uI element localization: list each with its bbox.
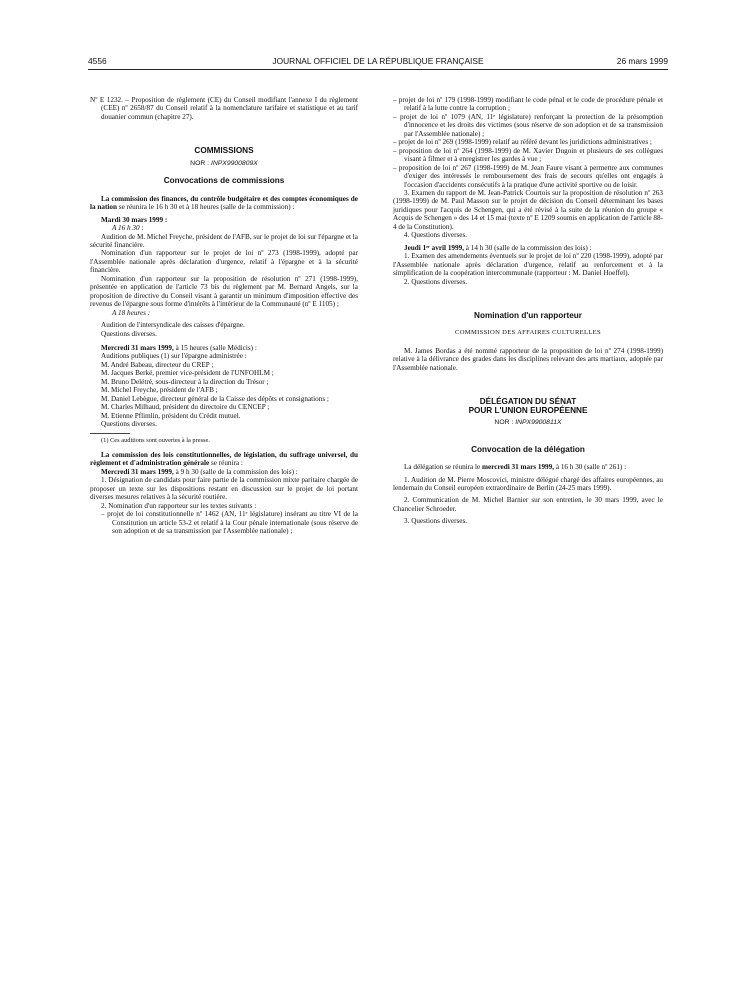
mardi-paragraph-3: Nomination d'un rapporteur sur la proposition de résolution nº 271 (1998-1999), présentée en application de l'article 73 bis du règlement par M. Bernard Angels, sur la proposition de directive du Conseil visant à garantir un minimum d'imposition effective des revenus de l'épargne sous forme d'intérêts à l'intérieur de la Communauté (nº E 1105) ; bbox=[90, 274, 358, 309]
mardi-time-1-label: A 16 h 30 : bbox=[112, 224, 144, 233]
commissions-nor bbox=[90, 160, 358, 168]
mardi-time-2 bbox=[90, 309, 358, 317]
mardi-time-2-label: A 18 heures : bbox=[112, 308, 151, 317]
page-header bbox=[88, 56, 668, 68]
jeudi-item-1: 1. Examen des amendements éventuels sur le projet de loi nº 220 (1998-1999), adopté par l'Assemblée nationale après déclaration d'urgence, relatif au renforcement et à la simplification de la coopération intercommunale (rapporteur : M. Daniel Hoeffel). bbox=[393, 252, 663, 278]
finances-intro bbox=[90, 195, 358, 212]
text-dash-item: – projet de loi nº 179 (1998-1999) modifiant le code pénal et le code de procédure pénale et relatif à la lutte contre la corruption ; bbox=[393, 96, 663, 113]
lois-commission-name: La commission des lois constitutionnelles, de législation, du suffrage universel, du règlement et d'administration générale bbox=[90, 450, 358, 468]
delegation-heading-line-1: DÉLÉGATION DU SÉNAT bbox=[479, 397, 577, 407]
delegation-item: 3. Questions diverses. bbox=[404, 517, 468, 526]
text-dash-item: – projet de loi nº 1079 (AN, 11ᵉ législature) renforçant la protection de la présomption d'innocence et les droits des victimes (sous réserve de son adoption et de sa transmission par l'Assemblée nationale) ; bbox=[393, 112, 663, 138]
delegation-intro-rest: à 16 h 30 (salle nº 261) : bbox=[554, 463, 627, 472]
lois-item-1: 1. Désignation de candidats pour faire partie de la commission mixte paritaire chargée de proposer un texte sur les dispositions restant en discussion sur le projet de loi portant diverses mesures relatives à la sécurité routière. bbox=[90, 476, 358, 502]
nomination-text: M. James Bordas a été nommé rapporteur de la proposition de loi nº 274 (1998-1999) relative à la délivrance des grades dans les disciplines relevant des arts martiaux, adoptée par l'Assemblée nationale. bbox=[393, 346, 663, 372]
text-dash-item: – projet de loi nº 269 (1998-1999) relatif au référé devant les juridictions administratives ; bbox=[393, 138, 652, 147]
nor-code: INPX9900809X bbox=[210, 159, 258, 167]
mercredi-line: Auditions publiques (1) sur l'épargne administrée : bbox=[101, 352, 247, 361]
lois-date-rest: à 9 h 30 (salle de la commission des lois) : bbox=[173, 467, 298, 476]
convocation-heading: Convocation de la délégation bbox=[471, 444, 585, 454]
delegation-nor bbox=[393, 419, 663, 427]
delegation-intro-bold: mercredi 31 mars 1999, bbox=[482, 463, 555, 472]
header-rule bbox=[88, 69, 668, 70]
lois-item-2: 2. Nomination d'un rapporteur sur les textes suivants : bbox=[101, 501, 257, 510]
lois-intro-rest: se réunira : bbox=[209, 459, 243, 468]
text-dash-item: – proposition de loi nº 267 (1998-1999) de M. Jean Faure visant à permettre aux communes d'exiger des intéressés le remboursement des frais de secours qu'elles ont engagés à l'occasion d'accidents consécutifs à la pratique d'une activité sportive ou de loisir. bbox=[393, 163, 663, 189]
finances-intro-rest: se réunira le 16 h 30 et à 18 heures (salle de la commission) : bbox=[116, 203, 295, 212]
finances-commission-name: La commission des finances, du contrôle budgétaire et des comptes économiques de la nation bbox=[90, 194, 358, 212]
jeudi-item-2: 2. Questions diverses. bbox=[404, 277, 468, 286]
mercredi-line: M. Charles Milhaud, président du directoire du CENCEP ; bbox=[101, 403, 270, 412]
mardi-paragraph-4: Audition de l'intersyndicale des caisses d'épargne. bbox=[101, 321, 245, 330]
mardi-paragraph-5: Questions diverses. bbox=[101, 329, 157, 338]
delegation-intro-pre: La délégation se réunira le bbox=[404, 463, 483, 472]
mardi-date bbox=[90, 216, 358, 224]
text-dash-item: – proposition de loi nº 264 (1998-1999) de M. Xavier Dugoin et plusieurs de ses collègues visant à filmer et à enregistrer les gardes à vue ; bbox=[393, 146, 663, 164]
lois-date-bold: Mercredi 31 mars 1999, bbox=[101, 467, 174, 476]
jeudi-date bbox=[393, 244, 663, 252]
lois-item-2-dash: – projet de loi constitutionnelle nº 1462 (AN, 11ᵉ législature) insérant au titre VI de la Constitution un article 53-2 et relatif à la Cour pénale internationale (sous réserve de son adoption et de sa transmission par l'Assemblée nationale) ; bbox=[101, 510, 358, 536]
nor-label: NOR : bbox=[494, 419, 514, 427]
delegation-heading-line-2: POUR L'UNION EUROPÉENNE bbox=[468, 405, 588, 415]
mercredi-line: M. Michel Freyche, président de l'AFB ; bbox=[101, 386, 218, 395]
left-column bbox=[90, 96, 358, 535]
delegation-item: 2. Communication de M. Michel Barnier sur son entretien, le 30 mars 1999, avec le Chancelier Schroeder. bbox=[393, 496, 663, 513]
mercredi-date-bold: Mercredi 31 mars 1999, bbox=[101, 343, 174, 352]
lois-date bbox=[90, 468, 358, 476]
mercredi-date-rest: à 15 heures (salle Médicis) : bbox=[173, 343, 257, 352]
mercredi-date bbox=[90, 344, 358, 352]
nor-code: INPX9900811X bbox=[515, 419, 562, 427]
page-number: 4556 bbox=[88, 56, 107, 66]
lois-intro bbox=[90, 451, 358, 468]
commissions-heading: COMMISSIONS bbox=[194, 146, 254, 156]
convocations-heading: Convocations de commissions bbox=[163, 176, 285, 186]
nomination-heading: Nomination d'un rapporteur bbox=[474, 310, 582, 320]
mercredi-line: M. André Babeau, directeur du CREP ; bbox=[101, 360, 214, 369]
mercredi-line: M. Jacques Berké, premier vice-président de l'UNFOHLM ; bbox=[101, 369, 274, 378]
right-column bbox=[393, 96, 663, 526]
lois-item-3: 3. Examen du rapport de M. Jean-Patrick Courtois sur la proposition de résolution nº 263 (1998-1999) de M. Paul Masson sur le projet de décision du Conseil déterminant les bases juridiques pour l'acquis de Schengen, qui a été révisé à la suite de la réunion du groupe « Acquis de Schengen » des 14 et 15 mai (texte nº E 1209 soumis en application de l'article 88-4 de la Constitution). bbox=[393, 188, 663, 231]
mercredi-line: M. Etienne Pflimlin, président du Crédit mutuel. bbox=[101, 411, 241, 420]
lois-item-4: 4. Questions diverses. bbox=[404, 231, 468, 240]
delegation-intro bbox=[393, 463, 663, 471]
mercredi-line: M. Bruno Delétré, sous-directeur à la direction du Trésor ; bbox=[101, 377, 269, 386]
footnote-rule bbox=[90, 433, 130, 434]
issue-date: 26 mars 1999 bbox=[616, 56, 668, 66]
intro-paragraph: Nº E 1232. – Proposition de règlement (CE) du Conseil modifiant l'annexe I du règlement (CEE) nº 2658/87 du Conseil relatif à la nomenclature tarifaire et statistique et au tarif douanier commun (chapitre 27). bbox=[90, 96, 358, 121]
jeudi-date-bold: Jeudi 1ᵉʳ avril 1999, bbox=[404, 243, 464, 252]
nomination-commission: COMMISSION DES AFFAIRES CULTURELLES bbox=[455, 329, 601, 337]
mardi-time-1 bbox=[90, 224, 358, 232]
delegation-item: 1. Audition de M. Pierre Moscovici, ministre délégué chargé des affaires européennes, au lendemain du Conseil européen extraordinaire de Berlin (24-25 mars 1999). bbox=[393, 475, 663, 492]
mardi-paragraph-2: Nomination d'un rapporteur sur le projet de loi nº 273 (1998-1999), adopté par l'Assemblée nationale après déclaration d'urgence, relatif à l'épargne et à la sécurité financière. bbox=[90, 249, 358, 275]
mercredi-line: Questions diverses. bbox=[101, 420, 157, 429]
nor-label: NOR : bbox=[190, 159, 210, 167]
footnote: (1) Ces auditions sont ouvertes à la presse. bbox=[101, 436, 210, 444]
journal-title: JOURNAL OFFICIEL DE LA RÉPUBLIQUE FRANÇAISE bbox=[272, 56, 484, 66]
jeudi-date-rest: à 14 h 30 (salle de la commission des lois) : bbox=[464, 243, 592, 252]
mardi-paragraph-1: Audition de M. Michel Freyche, président de l'AFB, sur le projet de loi sur l'épargne et la sécurité financière. bbox=[90, 232, 358, 249]
mardi-date-label: Mardi 30 mars 1999 : bbox=[101, 215, 168, 224]
mercredi-line: M. Daniel Lebègue, directeur général de la Caisse des dépôts et consignations ; bbox=[101, 394, 329, 403]
